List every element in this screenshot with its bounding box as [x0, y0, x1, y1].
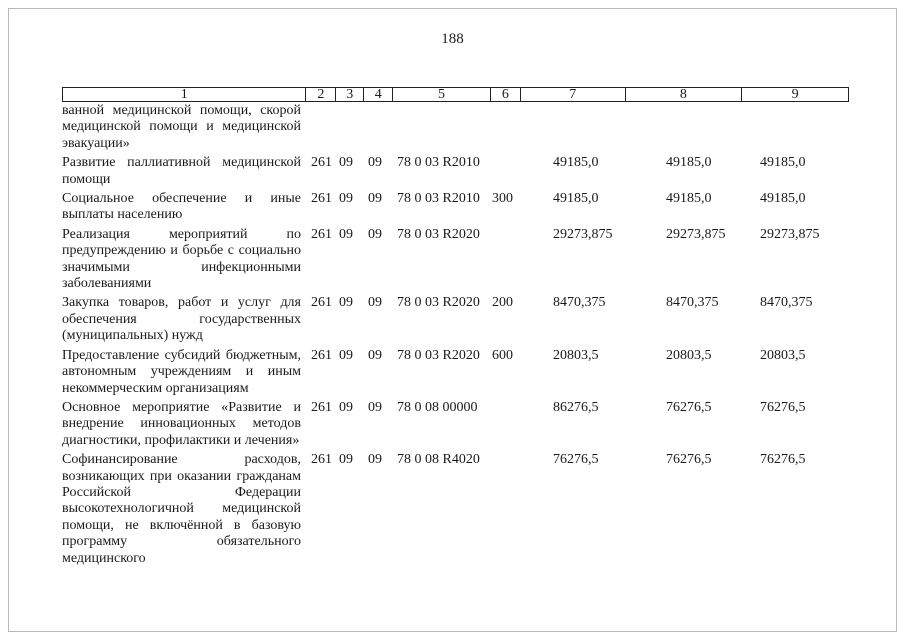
row-value-9: 8470,375 [760, 295, 813, 311]
row-code-2: 261 [311, 452, 332, 468]
row-code-2: 261 [311, 191, 332, 207]
row-code-2: 261 [311, 155, 332, 171]
row-code-5: 78 0 03 R2010 [397, 155, 480, 171]
row-value-8: 49185,0 [666, 155, 712, 171]
row-value-8 [625, 103, 742, 152]
row-name: Реализация мероприятий по предупреждению и борьбе с социально значимыми инфекционными заболеваниями [62, 226, 301, 292]
row-name: Социальное обеспечение и иные выплаты населению [62, 191, 301, 223]
row-code-2: 261 [311, 226, 332, 242]
row-value-9: 29273,875 [760, 226, 820, 242]
row-value-9 [742, 103, 849, 152]
row-code-4: 09 [368, 399, 382, 415]
row-code-2: 261 [311, 347, 332, 363]
row-name: Софинансирование расходов, возникающих при оказании гражданам Российской Федерации высокотехнологичной медицинской помощи, не включённой в базовую программу обязательного медицинского [62, 452, 301, 566]
row-code-4: 09 [368, 295, 382, 311]
row-value-7: 8470,375 [553, 295, 606, 311]
table-row [62, 452, 849, 567]
row-code-6 [490, 103, 520, 152]
row-code-4: 09 [368, 226, 382, 242]
row-code-3: 09 [339, 226, 353, 242]
header-col-8: 8 [625, 88, 742, 101]
header-col-4: 4 [363, 88, 392, 101]
row-value-7: 49185,0 [553, 191, 599, 207]
table-body [62, 103, 849, 567]
row-value-9: 76276,5 [760, 452, 806, 468]
row-code-6: 300 [492, 191, 513, 207]
row-code-5: 78 0 08 R4020 [397, 452, 480, 468]
row-code-4: 09 [368, 191, 382, 207]
row-code-6 [490, 452, 520, 567]
row-value-8: 8470,375 [666, 295, 719, 311]
row-value-8: 76276,5 [666, 399, 712, 415]
row-code-3 [335, 103, 363, 152]
header-col-6: 6 [490, 88, 520, 101]
row-name: Предоставление субсидий бюджетным, автономным учреждениям и иным некоммерческим организациям [62, 347, 301, 396]
row-code-3: 09 [339, 191, 353, 207]
row-code-3: 09 [339, 452, 353, 468]
row-code-2: 261 [311, 295, 332, 311]
row-code-6 [490, 400, 520, 449]
row-value-7: 76276,5 [553, 452, 599, 468]
row-value-9: 49185,0 [760, 191, 806, 207]
row-code-5 [392, 103, 490, 152]
row-value-9: 76276,5 [760, 399, 806, 415]
row-code-5: 78 0 08 00000 [397, 399, 478, 415]
table-row [62, 103, 849, 152]
table-header [62, 87, 849, 102]
row-code-4: 09 [368, 347, 382, 363]
row-code-6: 200 [492, 295, 513, 311]
row-name: Развитие паллиативной медицинской помощи [62, 155, 301, 187]
header-col-9: 9 [741, 88, 848, 101]
table-row [62, 295, 849, 344]
row-value-8: 20803,5 [666, 347, 712, 363]
row-code-6 [490, 227, 520, 293]
row-value-7 [520, 103, 625, 152]
row-code-6 [490, 155, 520, 188]
table-row [62, 400, 849, 449]
row-value-7: 29273,875 [553, 226, 613, 242]
row-value-9: 20803,5 [760, 347, 806, 363]
page-number: 188 [441, 31, 464, 47]
header-col-5: 5 [392, 88, 490, 101]
row-value-7: 49185,0 [553, 155, 599, 171]
row-code-5: 78 0 03 R2020 [397, 226, 480, 242]
row-value-7: 86276,5 [553, 399, 599, 415]
table-row [62, 227, 849, 293]
row-code-4: 09 [368, 452, 382, 468]
row-code-3: 09 [339, 155, 353, 171]
row-code-4: 09 [368, 155, 382, 171]
row-code-5: 78 0 03 R2020 [397, 347, 480, 363]
row-value-9: 49185,0 [760, 155, 806, 171]
table-row [62, 191, 849, 224]
header-col-3: 3 [335, 88, 363, 101]
row-value-8: 29273,875 [666, 226, 726, 242]
row-code-5: 78 0 03 R2010 [397, 191, 480, 207]
row-name: ванной медицинской помощи, скорой медицинской помощи и медицинской эвакуации» [62, 103, 301, 151]
row-name: Закупка товаров, работ и услуг для обеспечения государственных (муниципальных) нужд [62, 295, 301, 344]
row-value-7: 20803,5 [553, 347, 599, 363]
row-code-5: 78 0 03 R2020 [397, 295, 480, 311]
row-code-4 [363, 103, 392, 152]
table-row [62, 348, 849, 397]
table-row [62, 155, 849, 188]
row-code-3: 09 [339, 399, 353, 415]
header-col-2: 2 [305, 88, 335, 101]
row-code-2 [305, 103, 335, 152]
row-name: Основное мероприятие «Развитие и внедрение инновационных методов диагностики, профилактики и лечения» [62, 399, 301, 448]
row-value-8: 49185,0 [666, 191, 712, 207]
row-value-8: 76276,5 [666, 452, 712, 468]
header-col-7: 7 [520, 88, 625, 101]
row-code-3: 09 [339, 295, 353, 311]
row-code-2: 261 [311, 399, 332, 415]
row-code-3: 09 [339, 347, 353, 363]
row-code-6: 600 [492, 347, 513, 363]
header-col-1: 1 [180, 87, 188, 102]
